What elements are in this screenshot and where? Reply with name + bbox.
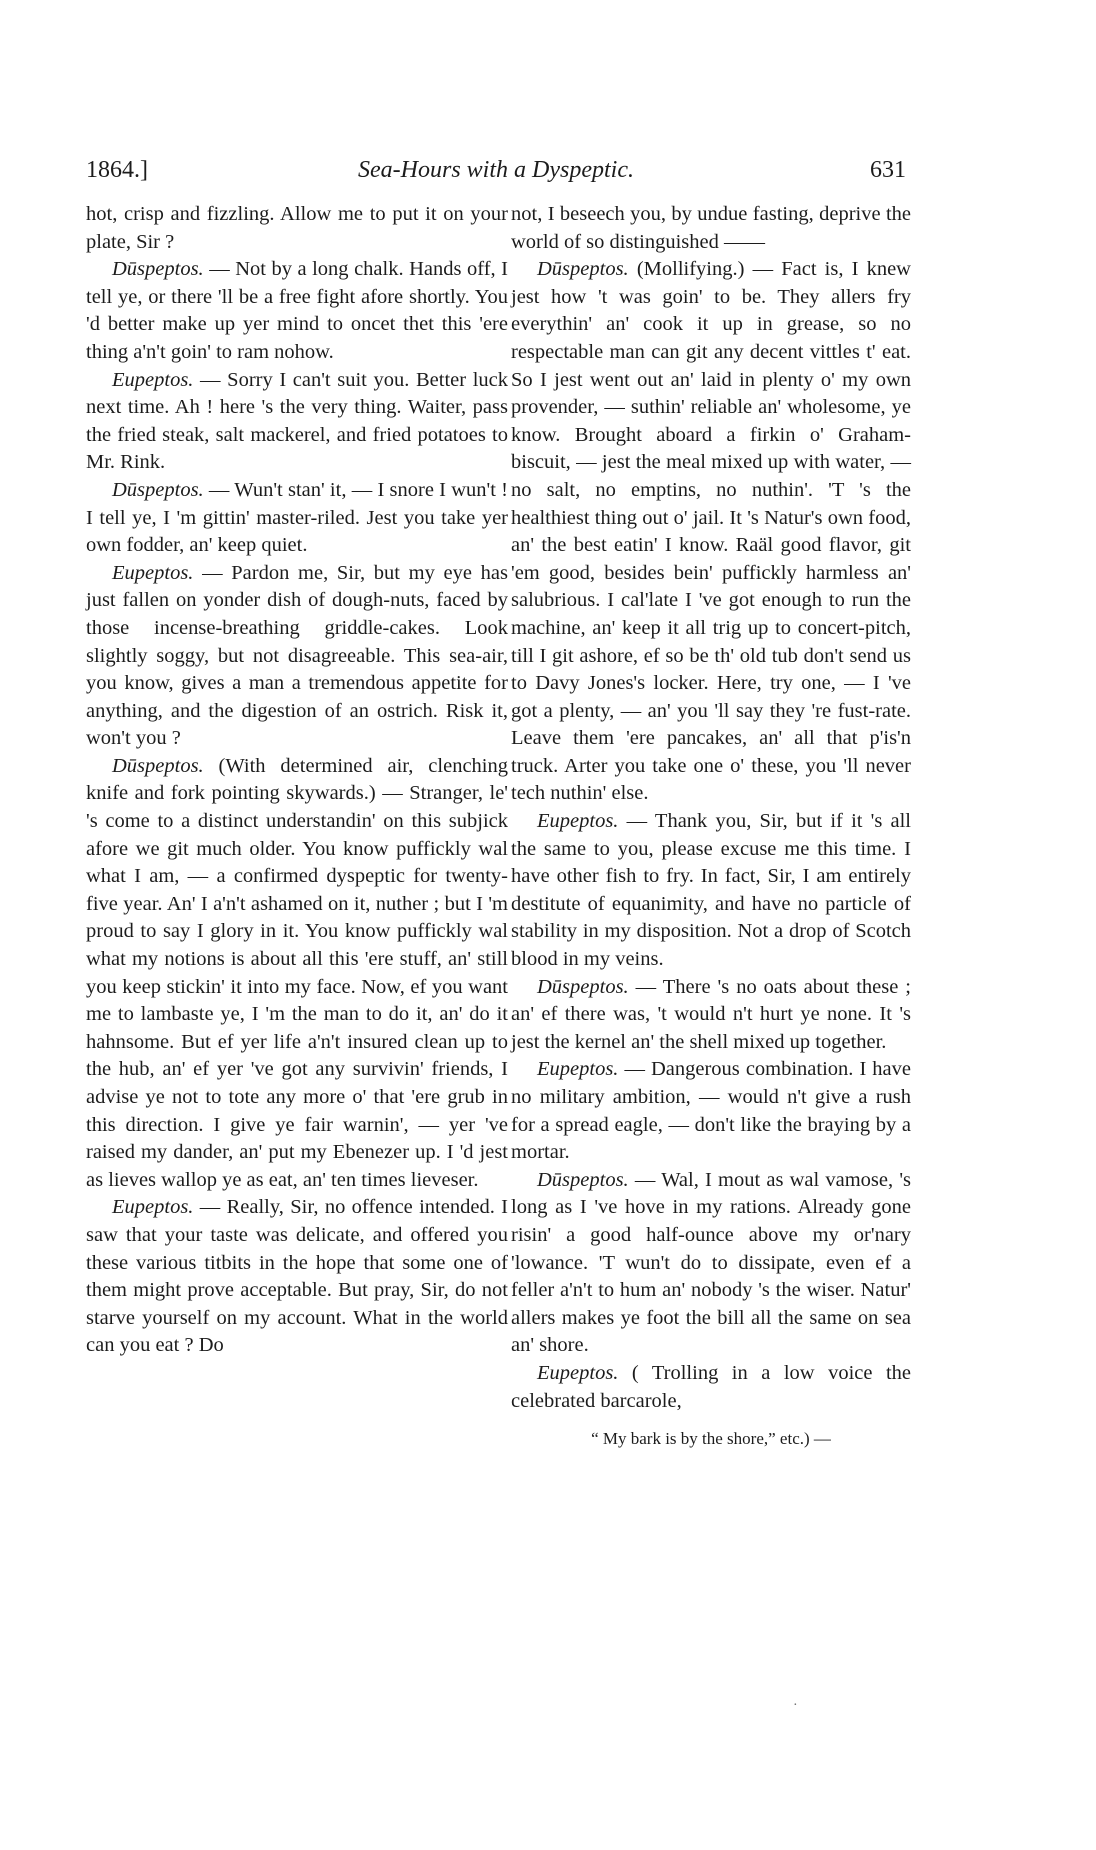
speaker-name: Eupeptos.: [537, 1361, 619, 1384]
speaker-name: Eupeptos.: [537, 1058, 619, 1081]
paragraph-text: — Not by a long chalk. Hands off, I tell ye, or there 'll be a free fight afore shortly. You 'd better make up yer mind to oncet thet this 'ere thing a'n't goin' to ram nohow.: [86, 258, 508, 363]
paragraph-text: — Dangerous combination. I have no military ambition, — would n't give a rush for a spread eagle, — don't like the braying by a mortar.: [511, 1058, 911, 1164]
paragraph-text: hot, crisp and fizzling. Allow me to put it on your plate, Sir ?: [86, 203, 508, 253]
speaker-name: Dūspeptos.: [537, 975, 629, 998]
right-column: [511, 201, 911, 1453]
paragraph: [86, 560, 508, 753]
paragraph: [511, 1167, 911, 1360]
running-header: [86, 150, 906, 190]
paragraph-text: — Sorry I can't suit you. Better luck next time. Ah ! here 's the very thing. Waiter, pass the fried steak, salt mackerel, and fried potatoes to Mr. Rink.: [86, 368, 508, 474]
paragraph: [86, 256, 508, 366]
speaker-name: Dūspeptos.: [537, 1168, 629, 1191]
paragraph: [86, 753, 508, 1195]
speaker-name: Eupeptos.: [112, 368, 194, 391]
stray-ink-mark: ·: [793, 1698, 798, 1713]
paragraph-text: (With determined air, clenching knife and fork pointing skywards.) — Stranger, le' 's come to a distinct understandin' on this subjick afore we git much older. You know puffickly wal what I am, — a confirmed dyspeptic for twenty-five year. An' I a'n't ashamed on it, nuther ; but I 'm proud to say I glory in it. You know puffickly wal what my notions is about all this 'ere stuff, an' still you keep stickin' it into my face. Now, ef you want me to lambaste ye, I 'm the man to do it, an' do it hahnsome. But ef yer life a'n't insured clean up to the hub, an' ef yer 've got any survivin' friends, I advise ye not to tote any more o' that 'ere grub in this direction. I give ye fair warnin', — yer 've raised my dander, an' put my Ebenezer up. I 'd jest as lieves wallop ye as eat, an' ten times lieveser.: [86, 754, 508, 1191]
paragraph: [86, 1194, 508, 1360]
speaker-name: Dūspeptos.: [537, 258, 629, 281]
paragraph-text: — Really, Sir, no offence intended. I saw that your taste was delicate, and offered you these various titbits in the hope that some one of them might prove acceptable. But pray, Sir, do not starve yourself on my account. What in the world can you eat ? Do: [86, 1196, 508, 1357]
header-year: 1864.]: [86, 157, 148, 183]
paragraph: [86, 201, 508, 256]
speaker-name: Eupeptos.: [112, 561, 194, 584]
paragraph-text: — Wun't stan' it, — I snore I wun't ! I tell ye, I 'm gittin' master-riled. Jest you take yer own fodder, an' keep quiet.: [86, 478, 508, 557]
speaker-name: Dūspeptos.: [112, 478, 204, 501]
speaker-name: Dūspeptos.: [112, 258, 204, 281]
paragraph-text: (Mollifying.) — Fact is, I knew jest how 't was goin' to be. They allers fry everythin' an' cook it up in grease, so no respectable man can git any decent vittles t' eat. So I jest went out an' laid in plenty o' my own provender, — suthin' reliable an' wholesome, ye know. Brought aboard a firkin o' Graham-biscuit, — jest the meal mixed up with water, — no salt, no emptins, no nuthin'. 'T 's the healthiest thing out o' jail. It 's Natur's own food, an' the best eatin' I know. Raäl good flavor, git 'em good, besides bein' puffickly harmless an' salubrious. I cal'late I 've got enough to run the machine, an' keep it all trig up to concert-pitch, till I git ashore, ef so be th' old tub don't send us to Davy Jones's locker. Here, try one, — I 've got a plenty, — an' you 'll say they 're fust-rate. Leave them 'ere pancakes, an' all that p'is'n truck. Arter you take one o' these, you 'll never tech nuthin' else.: [511, 258, 911, 805]
paragraph-text: ( Trolling in a low voice the celebrated barcarole,: [511, 1361, 911, 1412]
speaker-name: Dūspeptos.: [112, 754, 204, 777]
left-column: [86, 201, 508, 1360]
paragraph: [511, 1360, 911, 1415]
paragraph-text: — Wal, I mout as wal vamose, 's long as I 've hove in my rations. Already gone risin' a good half-ounce above my or'nary 'lowance. 'T wun't do to dissipate, even ef a feller a'n't to hum an' nobody 's the wiser. Natur' allers makes ye foot the bill all the same on sea an' shore.: [511, 1168, 911, 1357]
verse-quotation: “ My bark is by the shore,” etc.) —: [591, 1429, 831, 1449]
paragraph: [86, 477, 508, 560]
paragraph: [511, 201, 911, 256]
paragraph-text: — There 's no oats about these ; an' ef there was, 't would n't hurt ye none. It 's jest the kernel an' the shell mixed up together.: [511, 975, 911, 1053]
paragraph: [511, 808, 911, 974]
speaker-name: Eupeptos.: [112, 1196, 194, 1219]
paragraph: [86, 367, 508, 477]
paragraph: [511, 974, 911, 1057]
speaker-name: Eupeptos.: [537, 810, 619, 833]
paragraph-text: — Thank you, Sir, but if it 's all the same to you, please excuse me this time. I have other fish to fry. In fact, Sir, I am entirely destitute of equanimity, and have no particle of stability in my disposition. Not a drop of Scotch blood in my veins.: [511, 810, 911, 971]
header-title: Sea-Hours with a Dyspeptic.: [358, 157, 634, 183]
paragraph-text: — Pardon me, Sir, but my eye has just fallen on yonder dish of dough-nuts, faced by those incense-breathing griddle-cakes. Look slightly soggy, but not disagreeable. This sea-air, you know, gives a man a tremendous appetite for anything, and the digestion of an ostrich. Risk it, won't you ?: [86, 561, 508, 750]
paragraph: [511, 1056, 911, 1166]
page-number: 631: [870, 157, 906, 183]
paragraph-text: not, I beseech you, by undue fasting, deprive the world of so distinguished ——: [511, 203, 911, 253]
paragraph: [511, 256, 911, 808]
